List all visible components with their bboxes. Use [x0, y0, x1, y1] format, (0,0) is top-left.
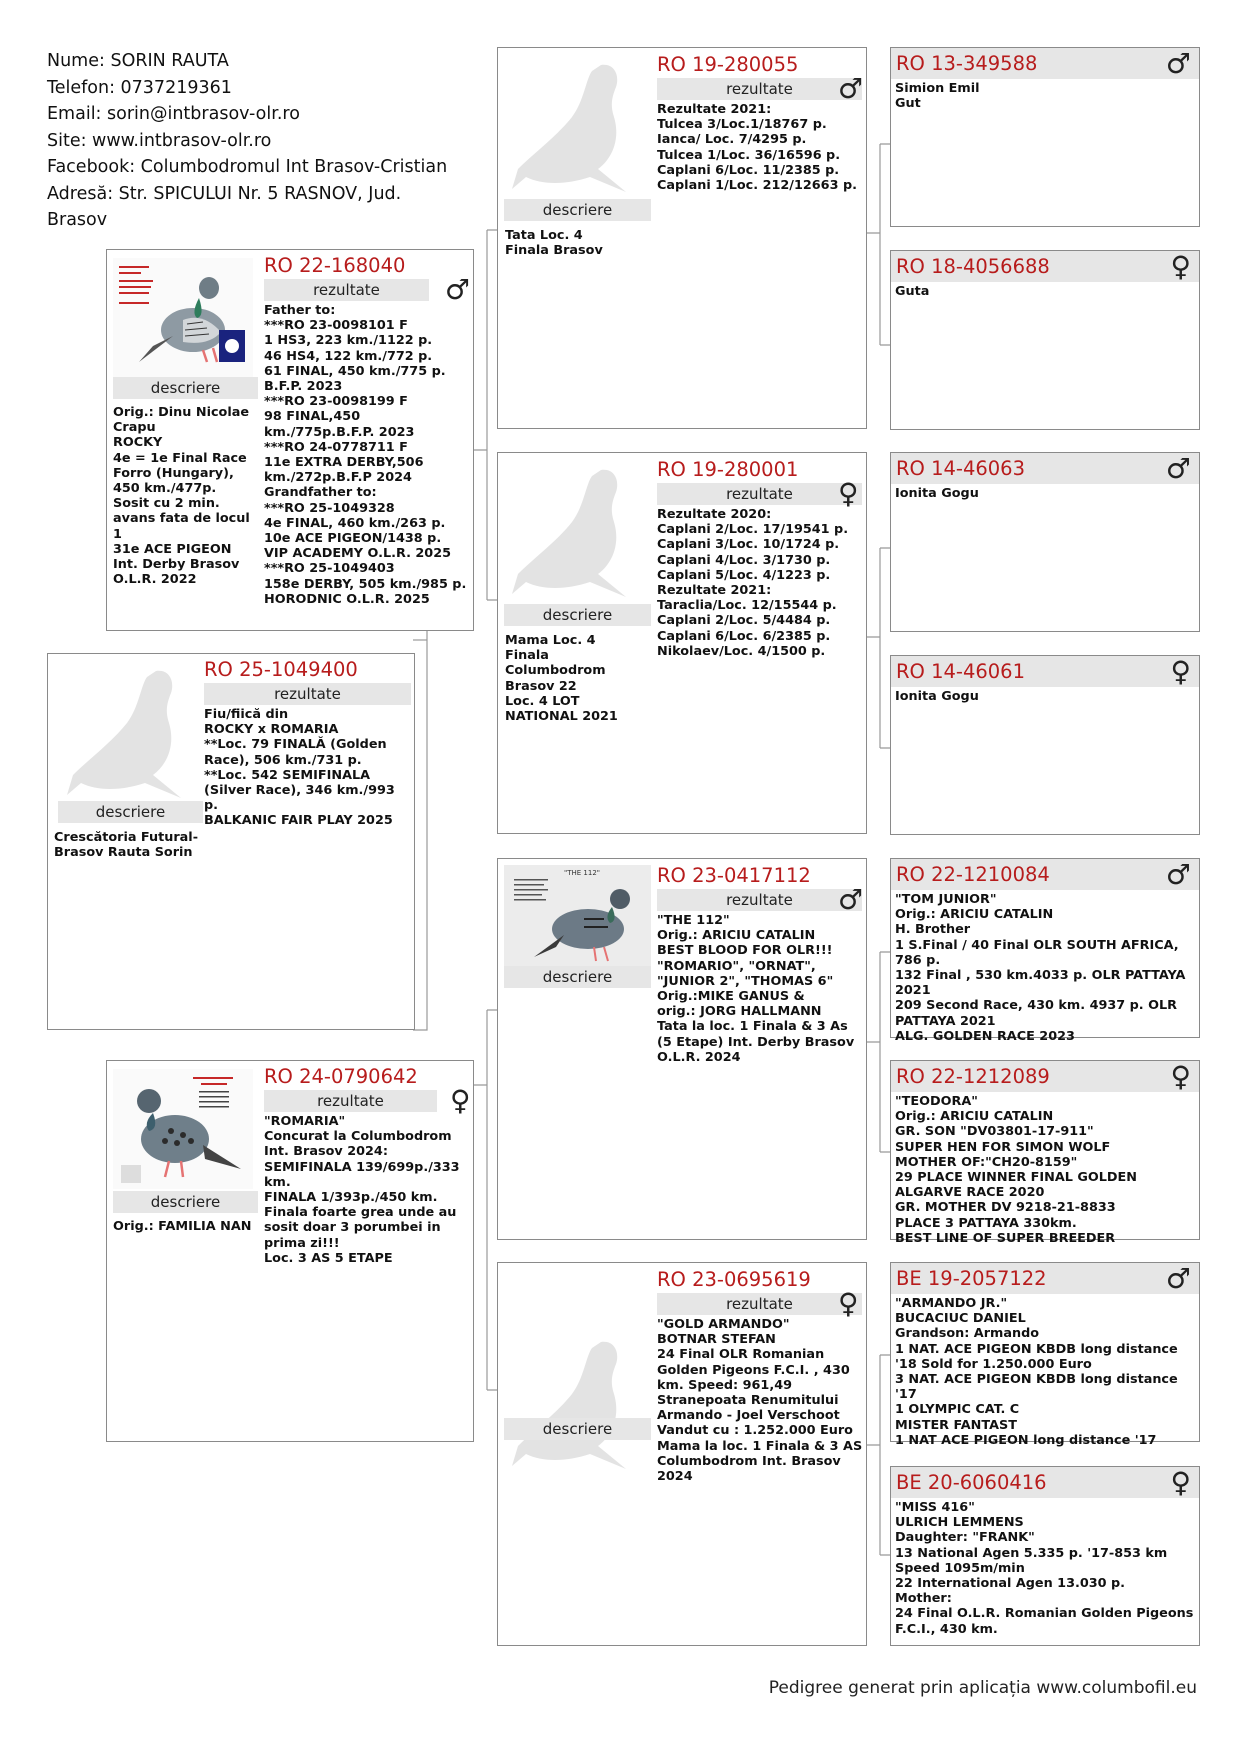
- results-text: "THE 112" Orig.: ARICIU CATALIN BEST BLOOD FOR OLR!!! "ROMARIO", "ORNAT", "JUNIOR 2", "THOMAS 6" Orig.:MIKE GANUS & orig.: JORG HALLMANN Tata la loc. 1 Finala & 3 As (5 Etape) Int. Derby Brasov O.L.R. 2024: [657, 913, 855, 1065]
- ancestor-card-mmm: [890, 1466, 1200, 1646]
- male-icon: ♂: [1165, 452, 1191, 485]
- pigeon-silhouette: [58, 662, 203, 812]
- ancestor-text: "TOM JUNIOR" Orig.: ARICIU CATALIN H. Brother 1 S.Final / 40 Final OLR SOUTH AFRICA, 786 p. 132 Final , 530 km.4033 p. OLR PATTAYA 2021 209 Second Race, 430 km. 4937 p. OLR PATTAYA 2021 ALG. GOLDEN RACE 2023: [895, 892, 1186, 1044]
- male-icon: ♂: [1165, 1262, 1191, 1295]
- rezultate-button[interactable]: rezultate: [204, 683, 411, 705]
- ring-number: RO 13-349588: [896, 52, 1038, 75]
- descriere-button[interactable]: descriere: [504, 1418, 651, 1440]
- pigeon-silhouette: [506, 1333, 646, 1483]
- ancestor-text: "ARMANDO JR." BUCACIUC DANIEL Grandson: Armando 1 NAT. ACE PIGEON KBDB long distance '18 Sold for 1.250.000 Euro 3 NAT. ACE PIGEON KBDB long distance '17 1 OLYMPIC CAT. C MISTER FANTAST 1 NAT ACE PIGEON long distance '17: [895, 1296, 1178, 1448]
- pigeon-silhouette-icon: [506, 57, 646, 205]
- rezultate-button[interactable]: rezultate: [657, 889, 862, 911]
- fm-caption: Mama Loc. 4 Finala Columbodrom Brasov 22 Loc. 4 LOT NATIONAL 2021: [505, 633, 618, 725]
- descriere-button[interactable]: descriere: [504, 966, 651, 988]
- father-photo: [113, 258, 253, 378]
- ancestor-text: Ionita Gogu: [895, 689, 979, 704]
- pigeon-silhouette-icon: [61, 663, 201, 811]
- ancestor-card-fff: [890, 47, 1200, 227]
- photo-title: "THE 112": [564, 869, 600, 877]
- rezultate-button[interactable]: rezultate: [264, 279, 429, 301]
- female-icon: ♀: [838, 1287, 859, 1320]
- ring-header: [891, 1263, 1199, 1294]
- owner-email: Email: sorin@intbrasov-olr.ro: [47, 104, 300, 124]
- ring-header: [891, 1467, 1199, 1498]
- owner-name: Nume: SORIN RAUTA: [47, 51, 229, 71]
- ring-number: RO 23-0417112: [657, 864, 811, 887]
- descriere-button[interactable]: descriere: [504, 604, 651, 626]
- ancestor-card-fmf: [890, 452, 1200, 632]
- ring-header: [891, 48, 1199, 79]
- female-icon: ♀: [450, 1084, 471, 1117]
- ancestor-card-mfm: [890, 1060, 1200, 1246]
- pigeon-photo-icon: [504, 865, 651, 969]
- ring-number: RO 19-280001: [657, 458, 799, 481]
- descriere-button[interactable]: descriere: [113, 1191, 258, 1213]
- ring-number: BE 19-2057122: [896, 1267, 1047, 1290]
- pigeon-photo-icon: [113, 258, 253, 378]
- rezultate-button[interactable]: rezultate: [657, 1293, 862, 1315]
- results-text: Fiu/fiică din ROCKY x ROMARIA **Loc. 79 FINALĂ (Golden Race), 506 km./731 p. **Loc. 542 SEMIFINALA (Silver Race), 346 km./993 p. BALKANIC FAIR PLAY 2025: [204, 707, 395, 829]
- ring-number: RO 14-46063: [896, 457, 1025, 480]
- ancestor-text: Simion Emil Gut: [895, 81, 980, 112]
- ring-number: RO 23-0695619: [657, 1268, 811, 1291]
- ring-number: RO 25-1049400: [204, 658, 358, 681]
- paternal-grandfather-card: [497, 47, 867, 429]
- results-text: "ROMARIA" Concurat la Columbodrom Int. Brasov 2024: SEMIFINALA 139/699p./333 km. FINALA 1/393p./450 km. Finala foarte grea unde au sosit doar 3 porumbei in prima zi!!! Loc. 3 AS 5 ETAPE: [264, 1114, 460, 1266]
- ring-number: BE 20-6060416: [896, 1471, 1047, 1494]
- maternal-grandfather-card: [497, 858, 867, 1240]
- ancestor-card-mff: [890, 858, 1200, 1044]
- ancestor-text: "TEODORA" Orig.: ARICIU CATALIN GR. SON "DV03801-17-911" SUPER HEN FOR SIMON WOLF MOTHER OF:"CH20-8159" 29 PLACE WINNER FINAL GOLDEN ALGARVE RACE 2020 GR. MOTHER DV 9218-21-8833 PLACE 3 PATTAYA 330km. BEST LINE OF SUPER BREEDER: [895, 1094, 1137, 1246]
- male-icon: ♂: [1165, 858, 1191, 891]
- ring-number: RO 24-0790642: [264, 1065, 418, 1088]
- results-text: "GOLD ARMANDO" BOTNAR STEFAN 24 Final OLR Romanian Golden Pigeons F.C.I. , 430 km. Speed: 961,49 Stranepoata Renumitului Armando - Joel Verschoot Vandut cu : 1.252.000 Euro Mama la loc. 1 Finala & 3 AS Columbodrom Int. Brasov 2024: [657, 1317, 863, 1485]
- ring-header: [891, 656, 1199, 687]
- owner-phone: Telefon: 0737219361: [47, 77, 232, 98]
- female-icon: ♀: [1170, 1060, 1191, 1093]
- owner-facebook: Facebook: Columbodromul Int Brasov-Cristian: [47, 157, 448, 177]
- rezultate-button[interactable]: rezultate: [657, 78, 862, 100]
- mother-photo: [113, 1069, 253, 1189]
- ancestor-text: Ionita Gogu: [895, 486, 979, 501]
- breeder-caption: Crescătoria Futural-Brasov Rauta Sorin: [54, 830, 199, 861]
- ring-header: [891, 453, 1199, 484]
- rezultate-button[interactable]: rezultate: [657, 483, 862, 505]
- mf-photo: [504, 865, 651, 969]
- owner-address-2: Brasov: [47, 210, 108, 230]
- mother-caption: Orig.: FAMILIA NAN: [113, 1219, 252, 1234]
- results-text: Rezultate 2020: Caplani 2/Loc. 17/19541 p. Caplani 3/Loc. 10/1724 p. Caplani 4/Loc. 3/1730 p. Caplani 5/Loc. 4/1223 p. Rezultate 2021: Taraclia/Loc. 12/15544 p. Caplani 2/Loc. 5/4484 p. Caplani 6/Loc. 6/2385 p. Nikolaev/Loc. 4/1500 p.: [657, 507, 849, 659]
- pigeon-silhouette-icon: [506, 462, 646, 610]
- female-icon: ♀: [1170, 1466, 1191, 1499]
- ancestor-card-fmm: [890, 655, 1200, 835]
- pigeon-silhouette-icon: [506, 1334, 646, 1482]
- ancestor-text: Guta: [895, 284, 930, 299]
- mother-card: [106, 1060, 474, 1442]
- ancestor-text: "MISS 416" ULRICH LEMMENS Daughter: "FRANK" 13 National Agen 5.335 p. '17-853 km Speed 1095m/min 22 International Agen 13.030 p. Mother: 24 Final O.L.R. Romanian Golden Pigeons F.C.I., 430 km.: [895, 1500, 1194, 1637]
- male-icon: ♂: [1165, 47, 1191, 80]
- ring-header: [891, 1061, 1199, 1092]
- owner-address: Adresă: Str. SPICULUI Nr. 5 RASNOV, Jud.: [47, 183, 402, 204]
- male-icon: ♂: [838, 883, 864, 916]
- results-text: Father to: ***RO 23-0098101 F 1 HS3, 223 km./1122 p. 46 HS4, 122 km./772 p. 61 FINAL, 450 km./775 p. B.F.P. 2023 ***RO 23-0098199 F 98 FINAL,450 km./775p.B.F.P. 2023 ***RO 24-0778711 F 11e EXTRA DERBY,506 km./272p.B.F.P 2024 Grandfather to: ***RO 25-1049328 4e FINAL, 460 km./263 p. 10e ACE PIGEON/1438 p. VIP ACADEMY O.L.R. 2025 ***RO 25-1049403 158e DERBY, 505 km./985 p. HORODNIC O.L.R. 2025: [264, 303, 467, 607]
- male-icon: ♂: [838, 72, 864, 105]
- descriere-button[interactable]: descriere: [58, 801, 203, 823]
- male-icon: ♂: [445, 273, 471, 306]
- paternal-grandmother-card: [497, 452, 867, 834]
- maternal-grandmother-card: [497, 1262, 867, 1646]
- owner-site: Site: www.intbrasov-olr.ro: [47, 130, 272, 151]
- ancestor-card-ffm: [890, 250, 1200, 430]
- results-text: Rezultate 2021: Tulcea 3/Loc.1/18767 p. Ianca/ Loc. 7/4295 p. Tulcea 1/Loc. 36/16596 p. Caplani 6/Loc. 11/2385 p. Caplani 1/Loc. 212/12663 p.: [657, 102, 857, 194]
- ring-header: [891, 251, 1199, 282]
- descriere-button[interactable]: descriere: [113, 377, 258, 399]
- ring-number: RO 19-280055: [657, 53, 799, 76]
- ring-number: RO 22-1212089: [896, 1065, 1050, 1088]
- descriere-button[interactable]: descriere: [504, 199, 651, 221]
- ring-number: RO 22-168040: [264, 254, 406, 277]
- ancestor-card-mmf: [890, 1262, 1200, 1448]
- pigeon-silhouette: [506, 461, 646, 611]
- ring-number: RO 22-1210084: [896, 863, 1050, 886]
- female-icon: ♀: [838, 477, 859, 510]
- ring-header: [891, 859, 1199, 890]
- footer-credit: Pedigree generat prin aplicația www.columbofil.eu: [768, 1678, 1197, 1698]
- female-icon: ♀: [1170, 655, 1191, 688]
- ff-caption: Tata Loc. 4 Finala Brasov: [505, 228, 603, 259]
- ring-number: RO 14-46061: [896, 660, 1025, 683]
- rezultate-button[interactable]: rezultate: [264, 1090, 437, 1112]
- ring-number: RO 18-4056688: [896, 255, 1050, 278]
- father-card: [106, 249, 474, 631]
- pigeon-photo-icon: [113, 1069, 253, 1189]
- father-caption: Orig.: Dinu Nicolae Crapu ROCKY 4e = 1e Final Race Forro (Hungary), 450 km./477p. Sosit cu 2 min. avans fata de locul 1 31e ACE PIGEON Int. Derby Brasov O.L.R. 2022: [113, 405, 250, 588]
- female-icon: ♀: [1170, 250, 1191, 283]
- pigeon-silhouette: [506, 56, 646, 206]
- subject-card: [47, 653, 415, 1030]
